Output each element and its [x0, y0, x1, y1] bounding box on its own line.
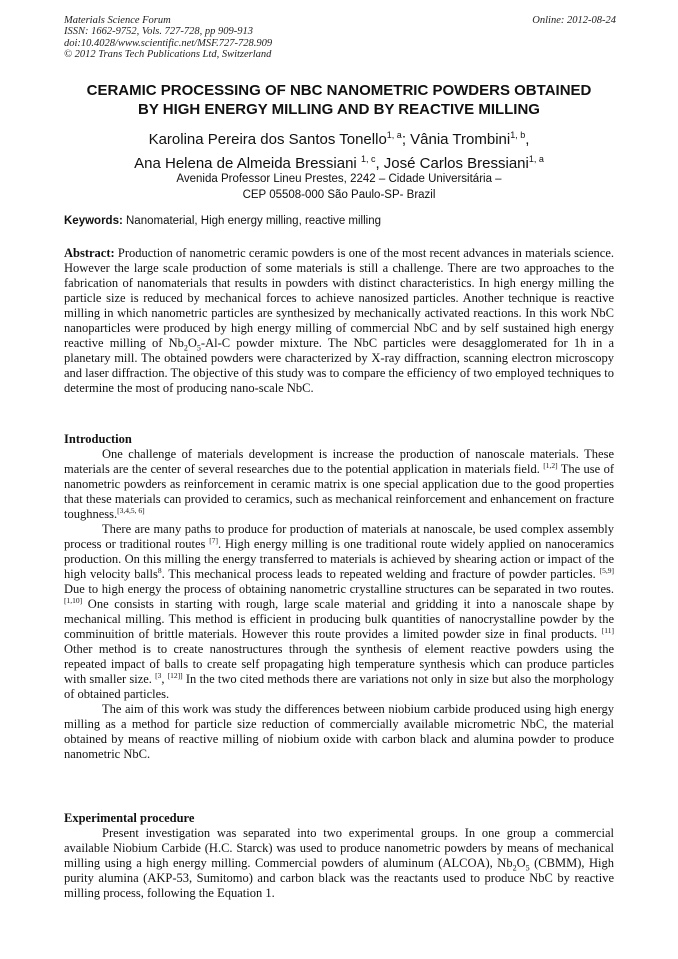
subscript: 5 — [196, 343, 201, 353]
affiliation-mark: 1, a — [528, 153, 544, 164]
paragraph-text: . This mechanical process leads to repeated welding and fracture of powder particles. — [161, 567, 600, 581]
paper-title — [50, 82, 628, 119]
introduction-section — [64, 447, 614, 762]
author-separator: , — [375, 154, 384, 172]
online-date: Online: 2012-08-24 — [532, 15, 616, 26]
citation: [7] — [209, 535, 219, 545]
abstract-text: -Al-C powder mixture. The NbC particles were desagglomerated for 1h in a planetary mill. The obtained powders were characterized by X-ray diffraction, scanning electron microscopy and laser diffraction. The objective of this study was to compare the efficiency of two employed techniques to determine the most of producing nano-scale NbC. — [64, 336, 614, 395]
paragraph-text: One challenge of materials development is increase the production of nanoscale materials. These materials are the center of several researches due to the potential application in materials field. — [64, 447, 614, 476]
journal-header — [64, 15, 616, 61]
author-name: Karolina Pereira dos Santos Tonello — [148, 131, 387, 148]
keywords — [64, 214, 616, 229]
paragraph-text: O — [516, 856, 526, 870]
author-list — [60, 126, 618, 173]
citation: [11] — [601, 625, 614, 635]
affiliation-mark: 1, c — [360, 153, 376, 164]
abstract-section — [64, 246, 614, 396]
keywords-label: Keywords: — [64, 215, 123, 227]
title-line-1: CERAMIC PROCESSING OF NBC NANOMETRIC POWDERS OBTAINED — [86, 82, 592, 99]
citation: [5,9] — [599, 565, 614, 575]
citation: 8 — [157, 565, 162, 575]
paragraph-text: Other method is to create nanostructures through the synthesis of element reactive powders using the repeated impact of balls to create self propagating high temperature synthesis which can produce particles with smaller size. — [64, 642, 614, 686]
citation: [3 — [155, 670, 162, 680]
paragraph-text: The use of nanometric powders as reinforcement in ceramic matrix is one special application due to the good properties that these materials can provided to ceramics, such as mechanical reinforcement and enhancement on fracture toughness. — [64, 462, 614, 521]
experimental-section — [64, 826, 614, 901]
keywords-text: Nanomaterial, High energy milling, reactive milling — [122, 215, 382, 227]
author-name: José Carlos Bressiani — [383, 154, 529, 172]
subscript: 2 — [183, 343, 188, 353]
paragraph-text: , — [161, 672, 168, 686]
author-name: Ana Helena de Almeida Bressiani — [134, 154, 361, 172]
affiliation-mark: 1, b — [510, 130, 526, 140]
abstract-label: Abstract: — [64, 246, 115, 260]
paragraph-text: One consists in starting with rough, large scale material and gridding it into a nanoscale shape by mechanical milling. This method is efficient in producing bulk quantities of nanocrystalline powder by the comminuition of brittle materials. However this route provides a limited powder size in final products. — [64, 597, 614, 641]
paragraph-text: There are many paths to produce for production of materials at nanoscale, be used complex assembly process or traditional routes — [64, 522, 614, 551]
subscript: 2 — [512, 863, 517, 873]
affiliation-address — [80, 172, 598, 203]
author-separator: , — [525, 131, 530, 148]
intro-paragraph-3: The aim of this work was study the differences between niobium carbide produced using high energy milling as a method for particle size reduction of commercially available micrometric NbC, the material obtained by means of reactive milling of niobium oxide with carbon black and alumina powder to produce nanometric NbC. — [64, 702, 614, 761]
abstract-paragraph — [64, 246, 614, 396]
title-line-2: BY HIGH ENERGY MILLING AND BY REACTIVE MILLING — [138, 100, 540, 118]
paragraph-text: Present investigation was separated into two experimental groups. In one group a commercial available Niobium Carbide (H.C. Starck) was used to produce nanometric powders by means of mechanical milling using a high energy milling. Commercial powders of aluminum (ALCOA), Nb — [64, 826, 614, 870]
abstract-text: Production of nanometric ceramic powders is one of the most recent advances in materials science. However the large scale production of some materials is still a challenge. There are two approaches to the fabrication of nanomaterials that results in powders with distinct characteristics. In high energy milling the particle size is reduced by mechanical forces to achieve nanosized particles. Another technique is reactive milling in which nanometric particles are synthesized by mechanically activated reactions. In this work NbC nanoparticles were produced by high energy milling of commercial NbC and by self sustained high energy reactive milling of Nb — [64, 246, 614, 350]
subscript: 5 — [525, 863, 530, 873]
citation: [1,10] — [64, 595, 83, 605]
citation: [3,4,5, 6] — [117, 505, 145, 515]
intro-paragraph-1 — [64, 447, 614, 522]
paragraph-text: In the two cited methods there are variations not only in size but also the morphology of obtained particles. — [64, 672, 615, 701]
author-separator: ; — [401, 131, 411, 148]
author-line-1 — [60, 126, 618, 150]
journal-name: Materials Science Forum — [64, 15, 171, 26]
citation: [12]] — [167, 670, 183, 680]
doi-line: doi:10.4028/www.scientific.net/MSF.727-728.909 — [64, 37, 273, 49]
affiliation-mark: 1, a — [386, 130, 402, 140]
paragraph-text: Due to high energy the process of obtaining nanometric crystalline structures can be separated in two routes. — [64, 582, 614, 596]
address-line-2: CEP 05508-000 São Paulo-SP- Brazil — [242, 188, 436, 201]
intro-paragraph-2 — [64, 522, 614, 702]
abstract-text: O — [187, 336, 197, 350]
copyright-line: © 2012 Trans Tech Publications Ltd, Switzerland — [64, 49, 272, 61]
paragraph-text: (CBMM), High purity alumina (AKP-53, Sumitomo) and carbon black was the reactants used to produce NbC by reactive milling process, following the Equation 1. — [64, 856, 614, 900]
introduction-heading: Introduction — [64, 432, 132, 446]
citation: [1,2] — [543, 460, 558, 470]
address-line-1: Avenida Professor Lineu Prestes, 2242 – Cidade Universitária – — [176, 173, 502, 185]
author-line-2 — [60, 150, 618, 174]
experimental-paragraph-1 — [64, 826, 614, 901]
paragraph-text: . High energy milling is one traditional route widely applied on nanoceramics production. On this milling the energy transferred to materials is achieved by shearing action or impact of the high velocity balls — [64, 537, 614, 581]
issn-line: ISSN: 1662-9752, Vols. 727-728, pp 909-913 — [64, 26, 253, 38]
experimental-heading: Experimental procedure — [64, 811, 195, 825]
author-name: Vânia Trombini — [410, 131, 511, 148]
